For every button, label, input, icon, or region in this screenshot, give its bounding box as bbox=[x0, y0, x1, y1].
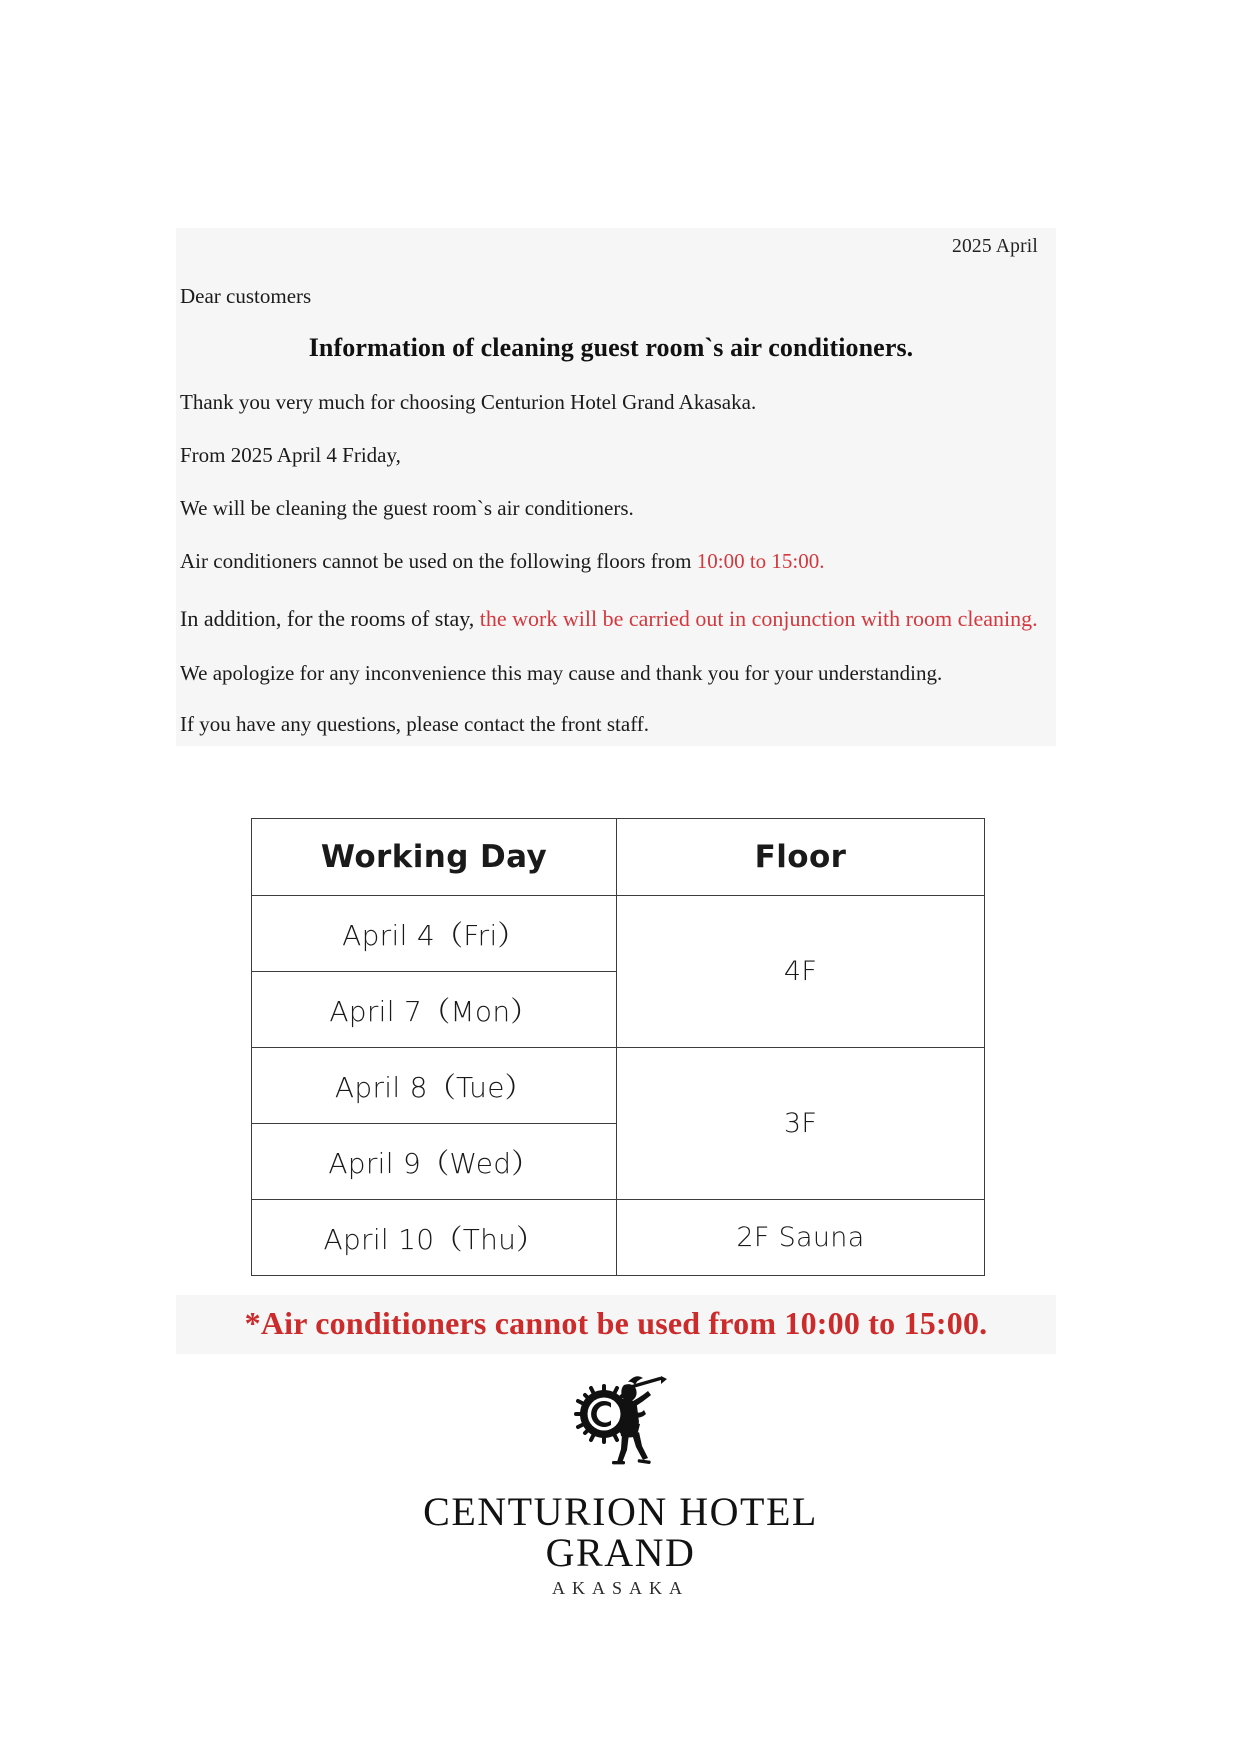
paragraph-thanks: Thank you very much for choosing Centurion Hotel Grand Akasaka. bbox=[180, 390, 757, 414]
salutation: Dear customers bbox=[180, 284, 312, 308]
in-addition-prefix-text: In addition, for the rooms of stay, bbox=[180, 605, 480, 631]
table-cell-floor: 3F bbox=[617, 1048, 985, 1200]
document-date: 2025 April bbox=[952, 236, 1038, 257]
centurion-warrior-icon bbox=[566, 1368, 676, 1478]
schedule-table bbox=[251, 818, 985, 1276]
table-cell-day: April 10（Thu） bbox=[252, 1200, 617, 1276]
table-header-working-day: Working Day bbox=[252, 819, 617, 896]
cannot-use-time-text: 10:00 to 15:00. bbox=[696, 548, 825, 573]
table-row bbox=[252, 1048, 985, 1124]
logo-line-akasaka: AKASAKA bbox=[551, 1578, 689, 1598]
page-title: Information of cleaning guest room`s air conditioners. bbox=[308, 333, 914, 362]
letter-body bbox=[176, 228, 1056, 746]
paragraph-will-clean: We will be cleaning the guest room`s air conditioners. bbox=[180, 495, 634, 520]
table-cell-day: April 8（Tue） bbox=[252, 1048, 617, 1124]
in-addition-red-text: the work will be carried out in conjunction with room cleaning. bbox=[479, 605, 1038, 631]
paragraph-cannot-use bbox=[176, 522, 1056, 575]
paragraph-in-addition bbox=[176, 575, 1056, 637]
table-cell-day: April 4（Fri） bbox=[252, 896, 617, 972]
logo-line-grand: GRAND bbox=[545, 1530, 696, 1575]
hotel-logo bbox=[0, 1368, 1241, 1599]
paragraph-from-date: From 2025 April 4 Friday, bbox=[180, 442, 401, 467]
logo-wordmark bbox=[0, 1488, 1241, 1599]
table-row bbox=[252, 896, 985, 972]
table-cell-day: April 9（Wed） bbox=[252, 1124, 617, 1200]
table-cell-floor: 4F bbox=[617, 896, 985, 1048]
paragraph-contact: If you have any questions, please contact the front staff. bbox=[180, 712, 650, 736]
table-row bbox=[252, 1200, 985, 1276]
cannot-use-prefix-text: Air conditioners cannot be used on the following floors from bbox=[180, 548, 697, 573]
table-header-floor: Floor bbox=[617, 819, 985, 896]
table-cell-floor: 2F Sauna bbox=[617, 1200, 985, 1276]
paragraph-apology: We apologize for any inconvenience this may cause and thank you for your understanding. bbox=[180, 661, 943, 686]
notice-strip bbox=[176, 1295, 1056, 1354]
notice-text: *Air conditioners cannot be used from 10:00 to 15:00. bbox=[244, 1305, 988, 1341]
table-header-row bbox=[252, 819, 985, 896]
table-cell-day: April 7（Mon） bbox=[252, 972, 617, 1048]
logo-line-centurion-hotel: CENTURION HOTEL bbox=[423, 1489, 818, 1534]
